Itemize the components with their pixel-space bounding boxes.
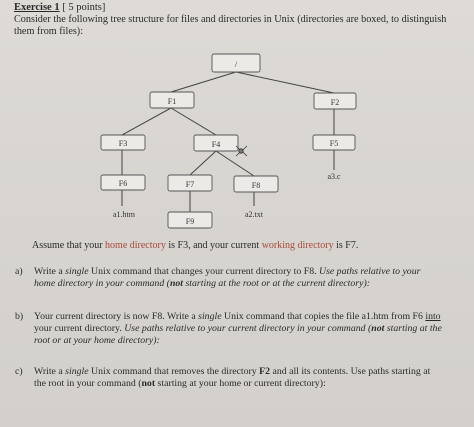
node-f3-label: F3 (118, 139, 128, 148)
question-a: a) Write a single Unix command that changes your current directory to F8. Use paths relative to your home directory in your command (not starting at the root or at the current directory): (15, 266, 421, 289)
question-a-label: a) (15, 266, 23, 277)
node-f2-label: F2 (330, 98, 340, 107)
node-f5-label: F5 (329, 139, 339, 148)
edge-f4-f8 (216, 151, 254, 176)
node-f8-label: F8 (251, 181, 261, 190)
question-b: b) Your current directory is now F8. Write a single Unix command that copies the file a1.htm from F6 into your current directory. Use paths relative to your current directory in your command (not starting at the root or at your home directory): (15, 311, 442, 346)
question-c-label: c) (15, 366, 23, 377)
file-a2-label: a2.txt (245, 210, 263, 219)
file-a3-label: a3.c (327, 172, 341, 181)
exercise-points: [ 5 points] (59, 2, 106, 13)
node-f9-label: F9 (185, 217, 195, 226)
node-f7-label: F7 (185, 180, 195, 189)
exercise-intro: Consider the following tree structure for files and directories in Unix (directories are boxed, to distinguish them from files): (14, 14, 447, 37)
exercise-label: Exercise 1 (14, 2, 60, 13)
edge-f4-f7 (190, 151, 216, 175)
assumption-line: Assume that your home directory is F3, and your current working directory is F7. (32, 240, 359, 251)
edge-root-f1 (171, 72, 236, 92)
question-b-label: b) (15, 311, 24, 322)
edge-root-f2 (236, 72, 334, 93)
question-c: c) Write a single Unix command that removes the directory F2 and all its contents. Use paths starting at the root in your command (not starting at your home or current directory): (15, 366, 431, 389)
working-directory-text: working directory (261, 240, 334, 251)
edge-f1-f3 (122, 108, 171, 135)
node-f6-label: F6 (118, 179, 128, 188)
node-f4-label: F4 (211, 140, 221, 149)
node-f1-label: F1 (167, 97, 177, 106)
node-root-label: / (234, 60, 238, 69)
home-directory-text: home directory (105, 240, 166, 251)
file-a1-label: a1.htm (113, 210, 135, 219)
edge-f1-f4 (171, 108, 216, 135)
